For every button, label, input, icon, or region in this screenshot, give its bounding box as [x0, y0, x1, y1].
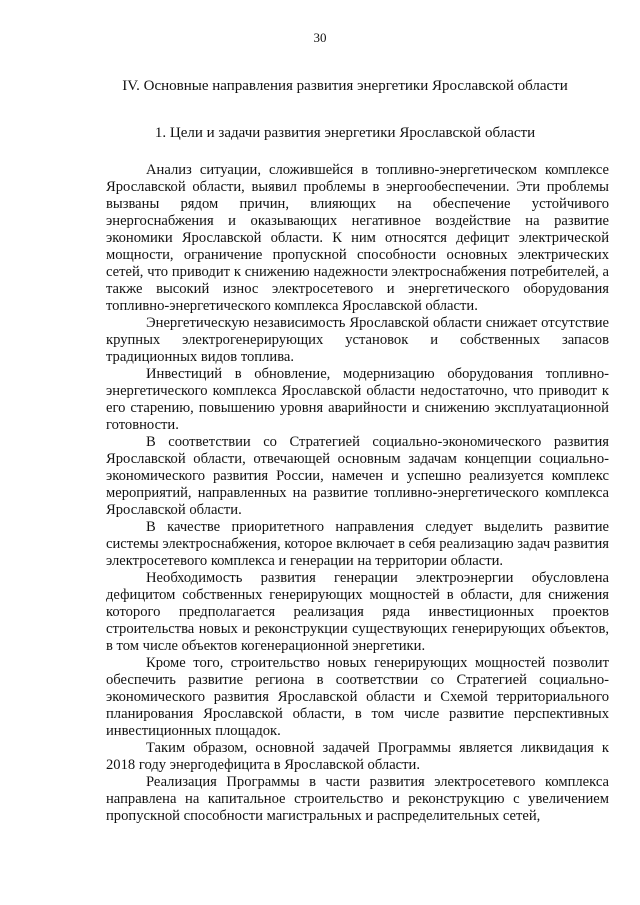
paragraph: В соответствии со Стратегией социально-экономического развития Ярославской области, отвечающей основным задачам концепции социально-экономического развития России, намечен и успешно реализуется комплекс мероприятий, направленных на развитие топливно-энергетического комплекса Ярославской области. — [106, 434, 609, 518]
paragraph: В качестве приоритетного направления следует выделить развитие системы электроснабжения, которое включает в себя реализацию задач развития электросетевого комплекса и генерации на территории области. — [106, 519, 609, 569]
section-title: IV. Основные направления развития энергетики Ярославской области — [122, 78, 568, 94]
subsection-title: 1. Цели и задачи развития энергетики Ярославской области — [154, 125, 536, 141]
paragraph: Таким образом, основной задачей Программы является ликвидация к 2018 году энергодефицита в Ярославской области. — [106, 740, 609, 773]
body-text — [106, 162, 609, 825]
page-number: 30 — [313, 30, 327, 45]
paragraph: Кроме того, строительство новых генерирующих мощностей позволит обеспечить развитие региона в соответствии со Стратегией социально-экономического развития Ярославской области и Схемой территориального планирования Ярославской области, в том числе развитие перспективных инвестиционных площадок. — [106, 655, 609, 739]
paragraph: Анализ ситуации, сложившейся в топливно-энергетическом комплексе Ярославской области, выявил проблемы в энергообеспечении. Эти проблемы вызваны рядом причин, влияющих на обеспечение устойчивого энергоснабжения и оказывающих негативное воздействие на развитие экономики Ярославской области. К ним относятся дефицит электрической мощности, ограничение пропускной способности основных электрических сетей, что приводит к снижению надежности электроснабжения потребителей, а также высокий износ электросетевого и энергетического оборудования топливно-энергетического комплекса Ярославской области. — [106, 162, 609, 314]
paragraph: Энергетическую независимость Ярославской области снижает отсутствие крупных электрогенерирующих установок и собственных запасов традиционных видов топлива. — [106, 315, 609, 365]
paragraph: Необходимость развития генерации электроэнергии обусловлена дефицитом собственных генерирующих мощностей в области, для снижения которого предполагается реализация ряда инвестиционных проектов строительства новых и реконструкции существующих генерирующих объектов, в том числе объектов когенерационной энергетики. — [106, 570, 609, 654]
paragraph: Реализация Программы в части развития электросетевого комплекса направлена на капитальное строительство и реконструкцию с увеличением пропускной способности магистральных и распределительных сетей, — [106, 774, 609, 824]
paragraph: Инвестиций в обновление, модернизацию оборудования топливно-энергетического комплекса Ярославской области недостаточно, что приводит к его старению, повышению уровня аварийности и снижению эксплуатационной готовности. — [106, 366, 609, 433]
